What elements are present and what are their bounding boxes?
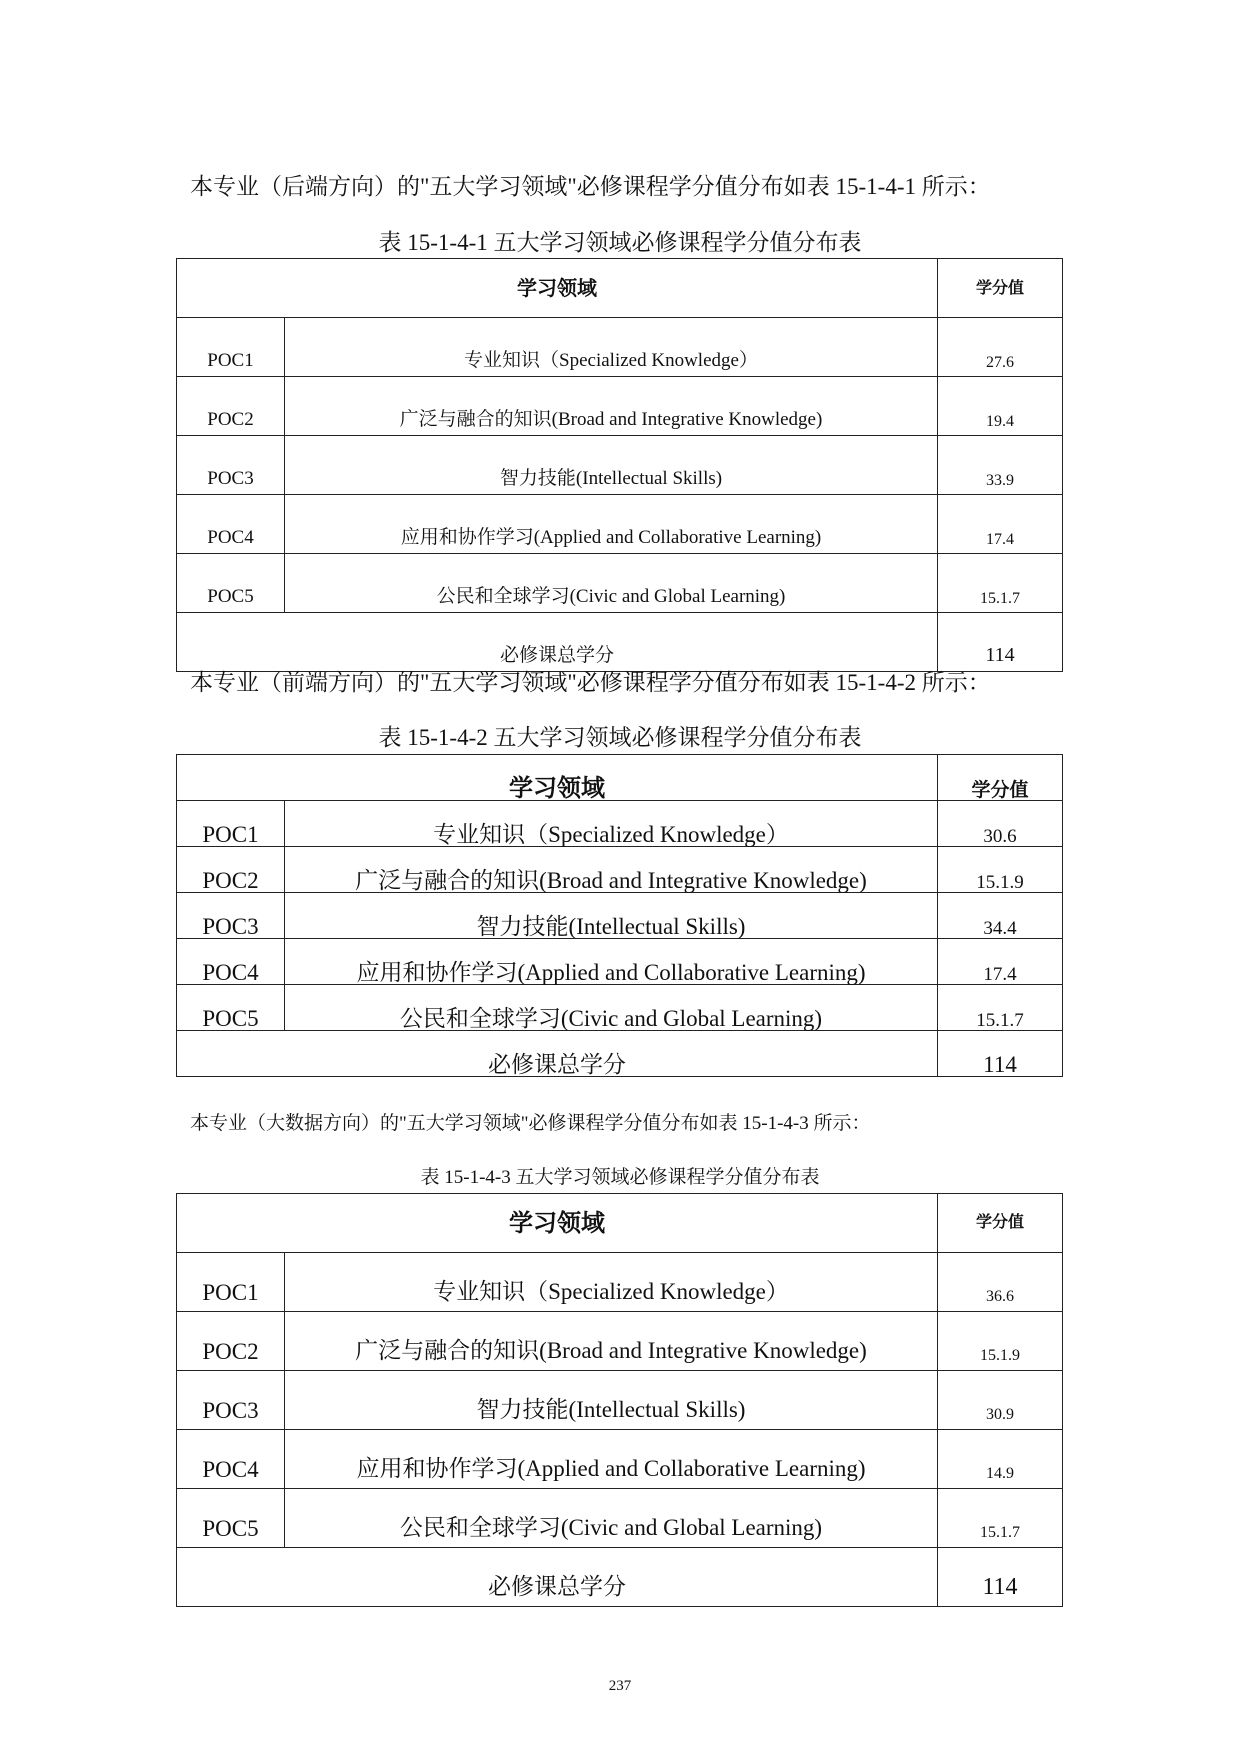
intro-paragraph-backend: 本专业（后端方向）的"五大学习领域"必修课程学分值分布如表 15-1-4-1 所示：	[190, 174, 991, 199]
table-header-row	[177, 1194, 1063, 1253]
domain-name: 智力技能(Intellectual Skills)	[285, 436, 938, 495]
domain-name: 应用和协作学习(Applied and Collaborative Learning)	[285, 939, 938, 985]
header-domain: 学习领域	[177, 1194, 938, 1253]
domain-name: 公民和全球学习(Civic and Global Learning)	[285, 554, 938, 613]
total-row	[177, 1031, 1063, 1077]
domain-name: 应用和协作学习(Applied and Collaborative Learning)	[285, 495, 938, 554]
domain-name: 广泛与融合的知识(Broad and Integrative Knowledge)	[285, 377, 938, 436]
table-row	[177, 1430, 1063, 1489]
total-credits: 114	[938, 1548, 1063, 1607]
total-label: 必修课总学分	[177, 1548, 938, 1607]
credit-table-bigdata	[176, 1193, 1063, 1607]
total-credits: 114	[938, 1031, 1063, 1077]
domain-name: 应用和协作学习(Applied and Collaborative Learning)	[285, 1430, 938, 1489]
credit-value: 19.4	[938, 377, 1063, 436]
domain-name: 广泛与融合的知识(Broad and Integrative Knowledge)	[285, 847, 938, 893]
credit-table-backend	[176, 258, 1063, 672]
credit-value: 15.1.7	[938, 985, 1063, 1031]
domain-code: POC1	[177, 801, 285, 847]
domain-name: 公民和全球学习(Civic and Global Learning)	[285, 1489, 938, 1548]
domain-code: POC3	[177, 1371, 285, 1430]
domain-code: POC2	[177, 1312, 285, 1371]
table-caption-1: 表 15-1-4-1 五大学习领域必修课程学分值分布表	[378, 230, 862, 255]
table-row	[177, 1253, 1063, 1312]
table-row	[177, 1489, 1063, 1548]
domain-name: 广泛与融合的知识(Broad and Integrative Knowledge)	[285, 1312, 938, 1371]
table-header-row	[177, 259, 1063, 318]
table-row	[177, 893, 1063, 939]
credit-value: 30.6	[938, 801, 1063, 847]
header-credits: 学分值	[938, 259, 1063, 318]
header-credits: 学分值	[938, 1194, 1063, 1253]
table-header-row	[177, 755, 1063, 801]
domain-name: 公民和全球学习(Civic and Global Learning)	[285, 985, 938, 1031]
header-domain: 学习领域	[177, 259, 938, 318]
domain-code: POC1	[177, 318, 285, 377]
table-row	[177, 318, 1063, 377]
credit-value: 30.9	[938, 1371, 1063, 1430]
credit-value: 17.4	[938, 495, 1063, 554]
domain-code: POC5	[177, 554, 285, 613]
intro-paragraph-bigdata: 本专业（大数据方向）的"五大学习领域"必修课程学分值分布如表 15-1-4-3 所示：	[190, 1113, 871, 1134]
table-row	[177, 939, 1063, 985]
credit-value: 34.4	[938, 893, 1063, 939]
domain-name: 智力技能(Intellectual Skills)	[285, 893, 938, 939]
credit-table-frontend	[176, 754, 1063, 1077]
credit-value: 15.1.9	[938, 1312, 1063, 1371]
table-row	[177, 985, 1063, 1031]
domain-name: 专业知识（Specialized Knowledge）	[285, 1253, 938, 1312]
table-row	[177, 436, 1063, 495]
domain-code: POC4	[177, 495, 285, 554]
credit-value: 36.6	[938, 1253, 1063, 1312]
domain-code: POC4	[177, 1430, 285, 1489]
total-label: 必修课总学分	[177, 1031, 938, 1077]
header-credits: 学分值	[938, 755, 1063, 801]
domain-code: POC1	[177, 1253, 285, 1312]
total-row	[177, 1548, 1063, 1607]
domain-code: POC5	[177, 1489, 285, 1548]
domain-code: POC2	[177, 377, 285, 436]
credit-value: 15.1.7	[938, 1489, 1063, 1548]
table-row	[177, 1312, 1063, 1371]
domain-name: 专业知识（Specialized Knowledge）	[285, 318, 938, 377]
domain-code: POC2	[177, 847, 285, 893]
page-number: 237	[608, 1678, 632, 1694]
table-caption-3: 表 15-1-4-3 五大学习领域必修课程学分值分布表	[420, 1167, 820, 1188]
credit-value: 15.1.7	[938, 554, 1063, 613]
credit-value: 15.1.9	[938, 847, 1063, 893]
credit-value: 33.9	[938, 436, 1063, 495]
domain-code: POC5	[177, 985, 285, 1031]
credit-value: 17.4	[938, 939, 1063, 985]
domain-code: POC4	[177, 939, 285, 985]
table-row	[177, 554, 1063, 613]
total-row	[177, 613, 1063, 672]
credit-value: 27.6	[938, 318, 1063, 377]
total-credits: 114	[938, 613, 1063, 672]
table-row	[177, 495, 1063, 554]
table-row	[177, 1371, 1063, 1430]
table-row	[177, 801, 1063, 847]
header-domain: 学习领域	[177, 755, 938, 801]
table-caption-2: 表 15-1-4-2 五大学习领域必修课程学分值分布表	[378, 725, 862, 750]
domain-code: POC3	[177, 893, 285, 939]
table-row	[177, 377, 1063, 436]
domain-name: 智力技能(Intellectual Skills)	[285, 1371, 938, 1430]
total-label: 必修课总学分	[177, 613, 938, 672]
table-row	[177, 847, 1063, 893]
domain-code: POC3	[177, 436, 285, 495]
intro-paragraph-frontend: 本专业（前端方向）的"五大学习领域"必修课程学分值分布如表 15-1-4-2 所示：	[190, 670, 991, 695]
credit-value: 14.9	[938, 1430, 1063, 1489]
domain-name: 专业知识（Specialized Knowledge）	[285, 801, 938, 847]
